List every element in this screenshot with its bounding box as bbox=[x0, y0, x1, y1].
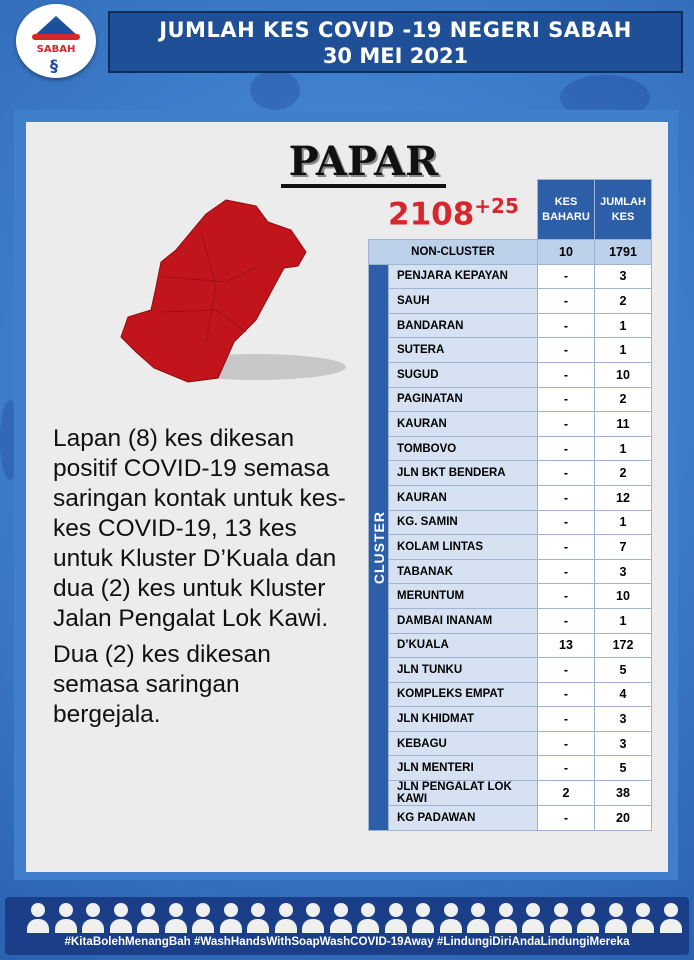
table-row bbox=[369, 535, 652, 560]
header-new-cases: KES BAHARU bbox=[538, 180, 595, 240]
row-new: - bbox=[538, 338, 595, 363]
row-name: MERUNTUM bbox=[389, 584, 538, 609]
row-name: KOLAM LINTAS bbox=[389, 535, 538, 560]
person-icon bbox=[55, 903, 77, 933]
row-new: - bbox=[538, 485, 595, 510]
person-icon bbox=[110, 903, 132, 933]
person-icon bbox=[440, 903, 462, 933]
table-row bbox=[369, 608, 652, 633]
table-row bbox=[369, 240, 652, 265]
logo-wave bbox=[32, 34, 80, 40]
cluster-table bbox=[368, 179, 652, 831]
row-total: 1791 bbox=[595, 240, 652, 265]
person-icon bbox=[302, 903, 324, 933]
table-row bbox=[369, 436, 652, 461]
table-row bbox=[369, 510, 652, 535]
table-blank-header bbox=[369, 180, 538, 240]
page-header bbox=[108, 11, 683, 73]
row-name: JLN MENTERI bbox=[389, 756, 538, 781]
table-row bbox=[369, 485, 652, 510]
row-new: - bbox=[538, 289, 595, 314]
row-total: 3 bbox=[595, 559, 652, 584]
row-total: 2 bbox=[595, 387, 652, 412]
row-total: 1 bbox=[595, 313, 652, 338]
person-icon bbox=[467, 903, 489, 933]
row-name: KG. SAMIN bbox=[389, 510, 538, 535]
row-new: - bbox=[538, 658, 595, 683]
row-new: - bbox=[538, 412, 595, 437]
row-new: - bbox=[538, 461, 595, 486]
case-description bbox=[53, 424, 353, 736]
table-row bbox=[369, 338, 652, 363]
person-icon bbox=[137, 903, 159, 933]
table-row bbox=[369, 781, 652, 806]
row-name: KAURAN bbox=[389, 485, 538, 510]
person-icon bbox=[220, 903, 242, 933]
row-new: - bbox=[538, 510, 595, 535]
row-new: 13 bbox=[538, 633, 595, 658]
row-total: 1 bbox=[595, 608, 652, 633]
row-total: 38 bbox=[595, 781, 652, 806]
row-total: 20 bbox=[595, 806, 652, 831]
person-icon bbox=[550, 903, 572, 933]
person-icon bbox=[275, 903, 297, 933]
row-name: DAMBAI INANAM bbox=[389, 608, 538, 633]
person-icon bbox=[192, 903, 214, 933]
virus-decoration-icon bbox=[250, 70, 300, 110]
person-icon bbox=[495, 903, 517, 933]
row-total: 3 bbox=[595, 731, 652, 756]
person-icon bbox=[247, 903, 269, 933]
row-new: - bbox=[538, 535, 595, 560]
row-new: - bbox=[538, 806, 595, 831]
row-new: - bbox=[538, 608, 595, 633]
table-row bbox=[369, 264, 652, 289]
row-new: - bbox=[538, 682, 595, 707]
row-name: PAGINATAN bbox=[389, 387, 538, 412]
row-name: JLN PENGALAT LOK KAWI bbox=[389, 781, 538, 806]
cluster-label bbox=[369, 264, 389, 830]
description-paragraph-1: Lapan (8) kes dikesan positif COVID-19 semasa saringan kontak untuk kes-kes COVID-19, 13 kes untuk Kluster D’Kuala dan dua (2) kes untuk Kluster Jalan Pengalat Lok Kawi. bbox=[53, 425, 346, 632]
row-total: 5 bbox=[595, 756, 652, 781]
person-icon bbox=[27, 903, 49, 933]
row-total: 1 bbox=[595, 338, 652, 363]
row-total: 10 bbox=[595, 584, 652, 609]
table-row bbox=[369, 584, 652, 609]
row-new: - bbox=[538, 584, 595, 609]
row-new: - bbox=[538, 707, 595, 732]
row-name: TOMBOVO bbox=[389, 436, 538, 461]
table-row bbox=[369, 707, 652, 732]
row-name: SUTERA bbox=[389, 338, 538, 363]
description-paragraph-2: Dua (2) kes dikesan semasa saringan bergejala. bbox=[53, 641, 271, 728]
row-new: - bbox=[538, 387, 595, 412]
person-icon bbox=[385, 903, 407, 933]
table-row bbox=[369, 756, 652, 781]
person-icon bbox=[577, 903, 599, 933]
papar-map-icon bbox=[106, 192, 356, 392]
row-name: JLN TUNKU bbox=[389, 658, 538, 683]
row-name: KEBAGU bbox=[389, 731, 538, 756]
row-new: 10 bbox=[538, 240, 595, 265]
row-name: NON-CLUSTER bbox=[369, 240, 538, 265]
logo-s-icon: § bbox=[50, 56, 58, 75]
row-total: 3 bbox=[595, 707, 652, 732]
table-row bbox=[369, 806, 652, 831]
row-name: PENJARA KEPAYAN bbox=[389, 264, 538, 289]
row-total: 5 bbox=[595, 658, 652, 683]
row-total: 2 bbox=[595, 289, 652, 314]
row-total: 1 bbox=[595, 436, 652, 461]
person-icon bbox=[632, 903, 654, 933]
row-new: - bbox=[538, 756, 595, 781]
table-row bbox=[369, 387, 652, 412]
cluster-label-text: CLUSTER bbox=[370, 510, 387, 584]
row-name: JLN KHIDMAT bbox=[389, 707, 538, 732]
person-icon bbox=[412, 903, 434, 933]
row-name: KOMPLEKS EMPAT bbox=[389, 682, 538, 707]
row-total: 4 bbox=[595, 682, 652, 707]
row-name: JLN BKT BENDERA bbox=[389, 461, 538, 486]
row-total: 12 bbox=[595, 485, 652, 510]
row-total: 1 bbox=[595, 510, 652, 535]
footer-banner bbox=[5, 897, 689, 955]
row-name: BANDARAN bbox=[389, 313, 538, 338]
table-row bbox=[369, 362, 652, 387]
row-total: 7 bbox=[595, 535, 652, 560]
person-icon bbox=[660, 903, 682, 933]
table-row bbox=[369, 682, 652, 707]
row-total: 172 bbox=[595, 633, 652, 658]
row-new: - bbox=[538, 362, 595, 387]
row-new: - bbox=[538, 313, 595, 338]
row-total: 3 bbox=[595, 264, 652, 289]
frontliner-people-icon bbox=[5, 899, 689, 935]
table-row bbox=[369, 559, 652, 584]
row-new: - bbox=[538, 436, 595, 461]
row-new: 2 bbox=[538, 781, 595, 806]
person-icon bbox=[522, 903, 544, 933]
person-icon bbox=[605, 903, 627, 933]
row-total: 2 bbox=[595, 461, 652, 486]
row-name: D’KUALA bbox=[389, 633, 538, 658]
header-title: JUMLAH KES COVID -19 NEGERI SABAH bbox=[159, 18, 632, 42]
row-name: SUGUD bbox=[389, 362, 538, 387]
sabah-health-logo bbox=[16, 4, 96, 78]
district-name: PAPAR bbox=[281, 142, 446, 188]
table-row bbox=[369, 289, 652, 314]
new-cases: +25 bbox=[474, 194, 519, 218]
person-icon bbox=[330, 903, 352, 933]
table-row bbox=[369, 731, 652, 756]
table-row bbox=[369, 633, 652, 658]
table-row bbox=[369, 412, 652, 437]
person-icon bbox=[82, 903, 104, 933]
row-new: - bbox=[538, 264, 595, 289]
row-total: 11 bbox=[595, 412, 652, 437]
table-row bbox=[369, 658, 652, 683]
header-date: 30 MEI 2021 bbox=[322, 44, 469, 68]
row-name: TABANAK bbox=[389, 559, 538, 584]
row-total: 10 bbox=[595, 362, 652, 387]
person-icon bbox=[357, 903, 379, 933]
person-icon bbox=[165, 903, 187, 933]
mountain-icon bbox=[34, 16, 78, 36]
logo-text: SABAH bbox=[36, 44, 76, 55]
row-name: SAUH bbox=[389, 289, 538, 314]
row-name: KG PADAWAN bbox=[389, 806, 538, 831]
header-total-cases: JUMLAH KES bbox=[595, 180, 652, 240]
table-row bbox=[369, 313, 652, 338]
total-cases: 2108 bbox=[388, 196, 475, 233]
hashtags: #KitaBolehMenangBah #WashHandsWithSoapWashCOVID-19Away #LindungiDiriAndaLindungiMereka bbox=[64, 935, 630, 948]
row-name: KAURAN bbox=[389, 412, 538, 437]
row-new: - bbox=[538, 559, 595, 584]
table-row bbox=[369, 461, 652, 486]
row-new: - bbox=[538, 731, 595, 756]
